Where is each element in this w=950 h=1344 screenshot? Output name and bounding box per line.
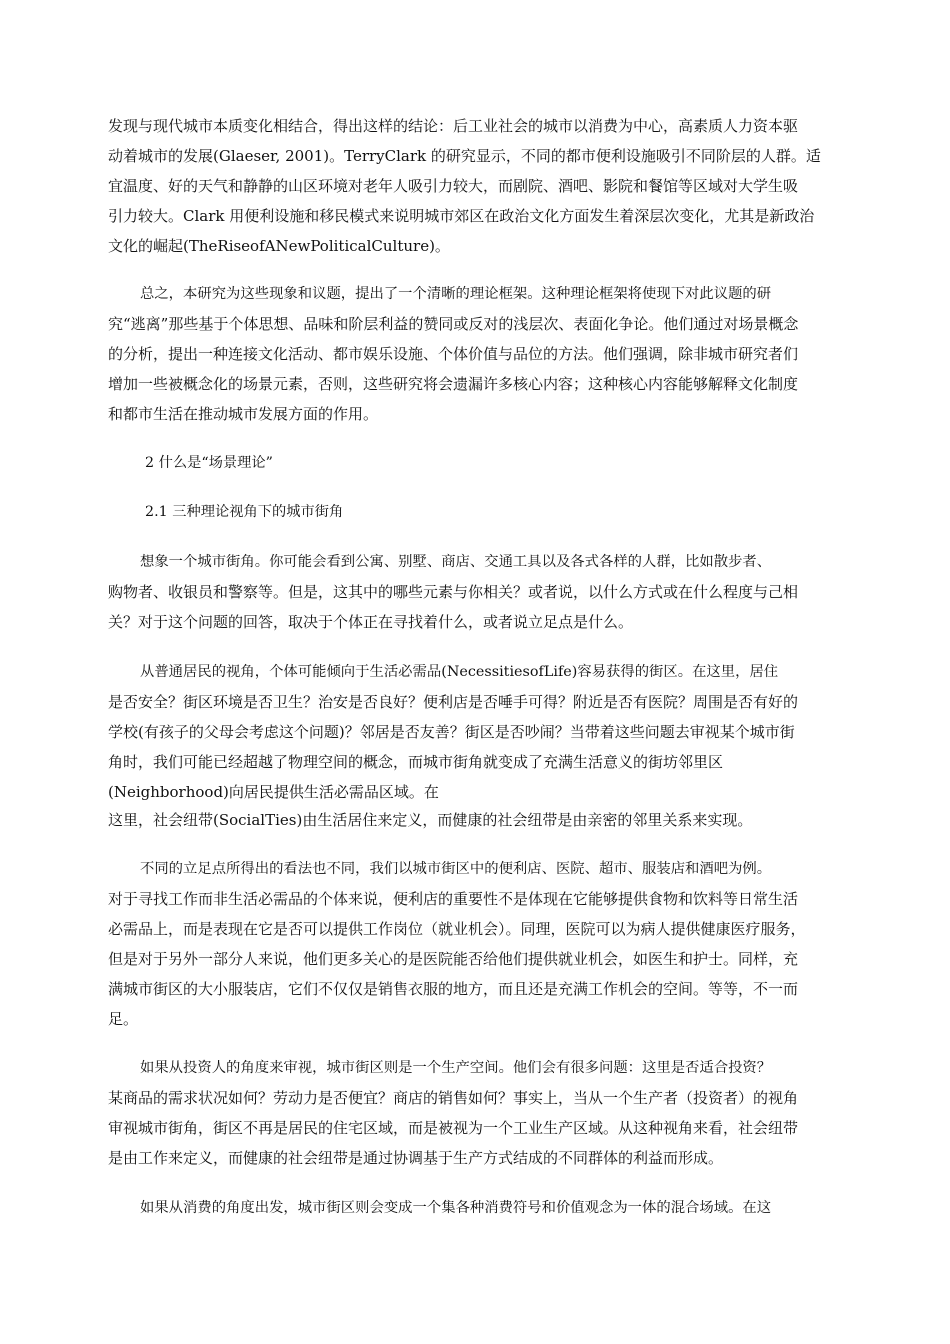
paragraph-3-line: 关？对于这个问题的回答，取决于个体正在寻找着什么，或者说立足点是什么。 xyxy=(108,613,634,631)
paragraph-3-line: 想象一个城市街角。你可能会看到公寓、别墅、商店、交通工具以及各式各样的人群，比如散步者、 xyxy=(140,554,772,570)
section-heading: 2 什么是“场景理论” xyxy=(145,455,273,471)
paragraph-1-line: 文化的崛起(TheRiseofANewPoliticalCulture)。 xyxy=(108,237,450,255)
paragraph-5-line: 足。 xyxy=(108,1010,139,1028)
paragraph-2-line: 的分析，提出一种连接文化活动、都市娱乐设施、个体价值与品位的方法。他们强调，除非城市研究者们 xyxy=(108,345,799,363)
paragraph-3-line: 购物者、收银员和警察等。但是，这其中的哪些元素与你相关？或者说，以什么方式或在什么程度与己相 xyxy=(108,583,799,601)
paragraph-6-line: 如果从投资人的角度来审视，城市街区则是一个生产空间。他们会有很多问题：这里是否适合投资？ xyxy=(140,1060,772,1076)
paragraph-4-line: 角时，我们可能已经超越了物理空间的概念，而城市街角就变成了充满生活意义的街坊邻里区 xyxy=(108,753,724,771)
paragraph-4-line: 是否安全？街区环境是否卫生？治安是否良好？便利店是否唾手可得？附近是否有医院？周围是否有好的 xyxy=(108,693,799,711)
paragraph-4-line: 从普通居民的视角，个体可能倾向于生活必需品(NecessitiesofLife)容易获得的街区。在这里，居住 xyxy=(140,664,779,680)
paragraph-2-line: 究“逃离”那些基于个体思想、品味和阶层利益的赞同或反对的浅层次、表面化争论。他们通过对场景概念 xyxy=(108,315,799,333)
paragraph-1-line: 动着城市的发展(Glaeser, 2001)。TerryClark 的研究显示，不同的都市便利设施吸引不同阶层的人群。适 xyxy=(108,147,821,165)
paragraph-4-line: (Neighborhood)向居民提供生活必需品区域。在 xyxy=(108,783,439,801)
subsection-heading: 2.1 三种理论视角下的城市街角 xyxy=(145,504,344,520)
paragraph-4-line: 学校(有孩子的父母会考虑这个问题)？邻居是否友善？街区是否吵闹？当带着这些问题去审视某个城市街 xyxy=(108,723,795,741)
paragraph-5-line: 不同的立足点所得出的看法也不同，我们以城市街区中的便利店、医院、超市、服装店和酒吧为例。 xyxy=(140,861,772,877)
paragraph-2-line: 和都市生活在推动城市发展方面的作用。 xyxy=(108,405,379,423)
paragraph-7-line: 如果从消费的角度出发，城市街区则会变成一个集各种消费符号和价值观念为一体的混合场域。在这 xyxy=(140,1200,772,1216)
paragraph-6-line: 是由工作来定义，而健康的社会纽带是通过协调基于生产方式结成的不同群体的利益而形成。 xyxy=(108,1149,724,1167)
paragraph-5-line: 满城市街区的大小服装店，它们不仅仅是销售衣服的地方，而且还是充满工作机会的空间。等等，不一而 xyxy=(108,980,799,998)
paragraph-1-line: 宜温度、好的天气和静静的山区环境对老年人吸引力较大，而剧院、酒吧、影院和餐馆等区域对大学生吸 xyxy=(108,177,799,195)
paragraph-5-line: 但是对于另外一部分人来说，他们更多关心的是医院能否给他们提供就业机会，如医生和护士。同样，充 xyxy=(108,950,799,968)
paragraph-2-line: 总之，本研究为这些现象和议题，提出了一个清晰的理论框架。这种理论框架将使现下对此议题的研 xyxy=(140,286,772,302)
paragraph-5-line: 必需品上，而是表现在它是否可以提供工作岗位（就业机会）。同理，医院可以为病人提供健康医疗服务， xyxy=(108,920,806,938)
paragraph-6-line: 审视城市街角，街区不再是居民的住宅区域，而是被视为一个工业生产区域。从这种视角来看，社会纽带 xyxy=(108,1119,799,1137)
paragraph-1-line: 发现与现代城市本质变化相结合，得出这样的结论：后工业社会的城市以消费为中心，高素质人力资本驱 xyxy=(108,117,799,135)
paragraph-2-line: 增加一些被概念化的场景元素，否则，这些研究将会遗漏许多核心内容；这种核心内容能够解释文化制度 xyxy=(108,375,799,393)
paragraph-6-line: 某商品的需求状况如何？劳动力是否便宜？商店的销售如何？事实上，当从一个生产者（投资者）的视角 xyxy=(108,1089,799,1107)
paragraph-5-line: 对于寻找工作而非生活必需品的个体来说，便利店的重要性不是体现在它能够提供食物和饮料等日常生活 xyxy=(108,890,799,908)
paragraph-4-line: 这里，社会纽带(SocialTies)由生活居住来定义，而健康的社会纽带是由亲密的邻里关系来实现。 xyxy=(108,811,753,829)
paragraph-1-line: 引力较大。Clark 用便利设施和移民模式来说明城市郊区在政治文化方面发生着深层次变化，尤其是新政治 xyxy=(108,207,815,225)
